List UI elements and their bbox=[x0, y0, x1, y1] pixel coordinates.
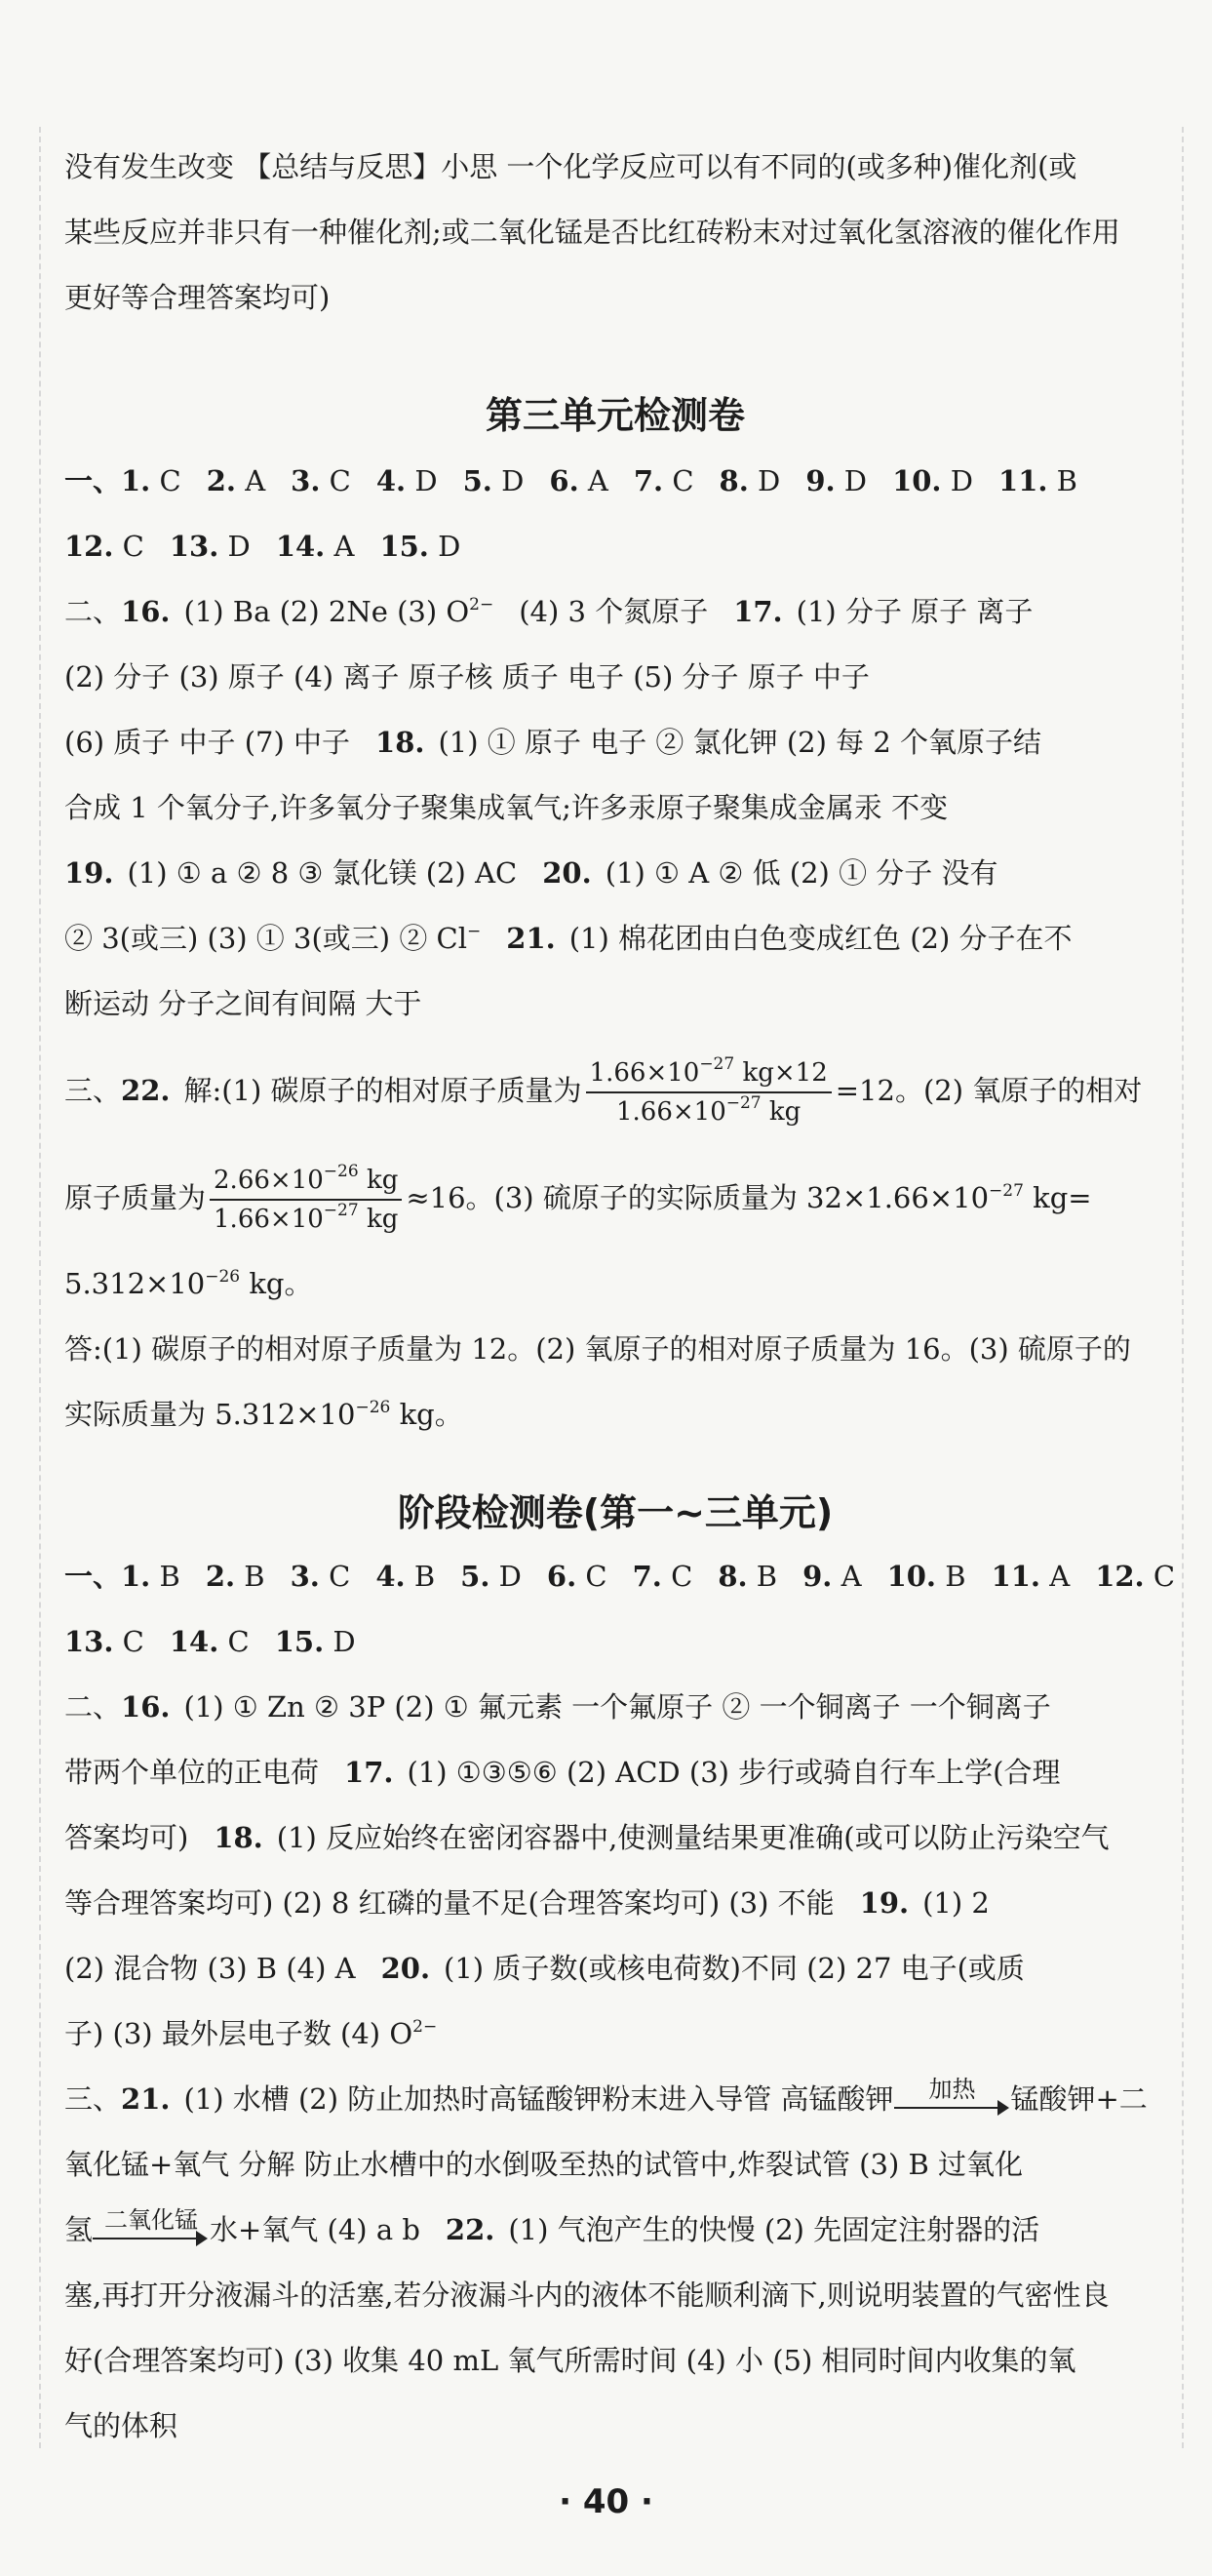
question-number: 4. bbox=[375, 1560, 406, 1593]
question-number: 20. bbox=[542, 856, 592, 890]
question-number: 9. bbox=[805, 464, 836, 497]
answer-text: ≈16。(3) 硫原子的实际质量为 32×1.66×10 bbox=[406, 1181, 990, 1214]
question-number: 17. bbox=[344, 1756, 394, 1789]
question-number: 12. bbox=[1095, 1560, 1145, 1593]
answer-text: (4) 3 个氮原子 bbox=[519, 595, 709, 628]
answer-text: (1) 2 bbox=[922, 1886, 990, 1920]
arrow-condition: 加热 bbox=[928, 2076, 976, 2103]
denominator-text: kg bbox=[366, 1205, 399, 1234]
superscript: −27 bbox=[323, 1201, 359, 1220]
choice-answer: D bbox=[428, 530, 461, 563]
answer-text: (1) 反应始终在密闭容器中,使测量结果更准确(或可以防止污染空气 bbox=[276, 1821, 1110, 1854]
question-number: 3. bbox=[291, 464, 321, 497]
answer-text: (1) 质子数(或核电荷数)不同 (2) 27 电子(或质 bbox=[444, 1952, 1025, 1985]
choice-answer: C bbox=[150, 464, 181, 497]
answer-text: (2) 混合物 (3) B (4) A bbox=[64, 1952, 356, 1985]
arrow-condition: 二氧化锰 bbox=[104, 2206, 199, 2234]
section-title-stage-test: 阶段检测卷(第一~三单元) bbox=[397, 1491, 834, 1534]
choice-answer: D bbox=[489, 1560, 522, 1593]
question-number: 13. bbox=[64, 1625, 114, 1658]
numerator-text: kg bbox=[366, 1166, 399, 1195]
mc-answers-row-1 bbox=[64, 449, 1166, 514]
fill-line-2 bbox=[64, 1740, 1166, 1805]
question-number: 5. bbox=[462, 464, 492, 497]
answer-text: (1) ①③⑤⑥ (2) ACD (3) 步行或骑自行车上学(合理 bbox=[407, 1756, 1061, 1789]
choice-answer: C bbox=[113, 1625, 144, 1658]
exp-line-5: 好(合理答案均可) (3) 收集 40 mL 氧气所需时间 (4) 小 (5) 相同时间内收集的氧 bbox=[64, 2344, 1076, 2377]
answer-text: (1) 气泡产生的快慢 (2) 先固定注射器的活 bbox=[508, 2213, 1040, 2246]
mc-answers-row-2 bbox=[64, 514, 1166, 579]
question-number: 一、1. bbox=[64, 464, 151, 497]
denominator-text: 1.66×10 bbox=[214, 1205, 324, 1234]
choice-answer: C bbox=[661, 1560, 693, 1593]
fill-line-4 bbox=[64, 1871, 1166, 1936]
question-number: 14. bbox=[275, 530, 326, 563]
fill-line-2: (2) 分子 (3) 原子 (4) 离子 原子核 质子 电子 (5) 分子 原子 中子 bbox=[64, 660, 870, 694]
numerator-text: 2.66×10 bbox=[214, 1166, 324, 1195]
question-number: 6. bbox=[549, 464, 579, 497]
fill-line-3 bbox=[64, 1805, 1166, 1871]
choice-answer: D bbox=[491, 464, 525, 497]
fill-line-1 bbox=[64, 579, 1166, 645]
fraction-oxygen bbox=[210, 1164, 402, 1236]
exp-line-6: 气的体积 bbox=[64, 2409, 178, 2442]
choice-answer: C bbox=[1144, 1560, 1176, 1593]
choice-answer: A bbox=[1040, 1560, 1071, 1593]
question-number: 14. bbox=[169, 1625, 219, 1658]
question-number: 8. bbox=[719, 464, 749, 497]
question-number: 4. bbox=[375, 464, 407, 497]
question-number: 9. bbox=[802, 1560, 833, 1593]
superscript: −27 bbox=[699, 1054, 735, 1074]
choice-answer: C bbox=[113, 530, 144, 563]
choice-answer: D bbox=[748, 464, 781, 497]
superscript: −26 bbox=[205, 1267, 241, 1287]
fill-line-7: 断运动 分子之间有间隔 大于 bbox=[64, 987, 422, 1020]
answer-text: 原子质量为 bbox=[64, 1181, 207, 1214]
answer-text: kg。 bbox=[249, 1267, 313, 1300]
calc-answer-line-1: 答:(1) 碳原子的相对原子质量为 12。(2) 氧原子的相对原子质量为 16。(3) 硫原子的 bbox=[64, 1332, 1131, 1366]
answer-text: 实际质量为 5.312×10 bbox=[64, 1398, 356, 1431]
question-number: 15. bbox=[274, 1625, 325, 1658]
choice-answer: D bbox=[835, 464, 868, 497]
choice-answer: A bbox=[832, 1560, 862, 1593]
answer-text: ② 3(或三) (3) ① 3(或三) ② Cl bbox=[64, 922, 468, 955]
exp-line-3 bbox=[64, 2198, 1166, 2263]
fill-line-6 bbox=[64, 2001, 1166, 2067]
choice-answer: A bbox=[325, 530, 355, 563]
question-number: 22. bbox=[121, 1074, 171, 1107]
answer-text: kg。 bbox=[399, 1398, 463, 1431]
question-number: 2. bbox=[205, 1560, 236, 1593]
answer-text: (6) 质子 中子 (7) 中子 bbox=[64, 726, 351, 759]
choice-answer: B bbox=[150, 1560, 180, 1593]
calc-line-3 bbox=[64, 1251, 1166, 1317]
fill-line-3 bbox=[64, 710, 1166, 775]
question-number: 2. bbox=[206, 464, 236, 497]
question-number: 3. bbox=[290, 1560, 320, 1593]
page-content bbox=[64, 135, 1176, 2459]
answer-text: (1) ① 原子 电子 ② 氯化钾 (2) 每 2 个氧原子结 bbox=[438, 726, 1042, 759]
question-number: 21. bbox=[506, 922, 556, 955]
fill-line-1 bbox=[64, 1675, 1166, 1740]
part-label: 三、 bbox=[64, 2082, 122, 2116]
question-number: 21. bbox=[121, 2082, 171, 2116]
question-number: 19. bbox=[859, 1886, 910, 1920]
choice-answer: B bbox=[1047, 464, 1077, 497]
question-number: 22. bbox=[445, 2213, 495, 2246]
question-number: 20. bbox=[380, 1952, 431, 1985]
answer-text: 解:(1) 碳原子的相对原子质量为 bbox=[183, 1074, 582, 1107]
answer-text: 答案均可) bbox=[64, 1821, 189, 1854]
part-label: 三、 bbox=[64, 1074, 122, 1107]
answer-text: (1) ① A ② 低 (2) ① 分子 没有 bbox=[605, 856, 998, 890]
question-number: 11. bbox=[998, 464, 1048, 497]
part-label: 二、 bbox=[64, 1690, 122, 1724]
choice-answer: C bbox=[320, 464, 351, 497]
calc-answer-line-2 bbox=[64, 1382, 1166, 1447]
question-number: 18. bbox=[375, 726, 425, 759]
superscript: −26 bbox=[355, 1398, 391, 1417]
fraction-carbon bbox=[586, 1056, 832, 1129]
superscript: −27 bbox=[989, 1181, 1024, 1201]
answer-text: 5.312×10 bbox=[64, 1267, 206, 1300]
reaction-arrow-catalyst bbox=[93, 2206, 210, 2251]
denominator-text: 1.66×10 bbox=[615, 1097, 726, 1127]
denominator-text: kg bbox=[768, 1097, 801, 1127]
answer-text: (1) 棉花团由白色变成红色 (2) 分子在不 bbox=[568, 922, 1073, 955]
fill-line-5 bbox=[64, 1936, 1166, 2001]
question-number: 19. bbox=[64, 856, 114, 890]
answer-text: 等合理答案均可) (2) 8 红磷的量不足(合理答案均可) (3) 不能 bbox=[64, 1886, 835, 1920]
answer-text: (1) Ba (2) 2Ne (3) O bbox=[183, 595, 470, 628]
fill-line-4: 合成 1 个氧分子,许多氧分子聚集成氧气;许多汞原子聚集成金属汞 不变 bbox=[64, 791, 949, 824]
part-label: 二、 bbox=[64, 595, 122, 628]
choice-answer: C bbox=[218, 1625, 250, 1658]
section-title-unit3-test: 第三单元检测卷 bbox=[485, 394, 745, 437]
superscript: − bbox=[467, 922, 482, 941]
answer-text: (1) ① a ② 8 ③ 氯化镁 (2) AC bbox=[127, 856, 518, 890]
question-number: 10. bbox=[892, 464, 942, 497]
choice-answer: B bbox=[405, 1560, 436, 1593]
answer-text: (1) 水槽 (2) 防止加热时高锰酸钾粉末进入导管 高锰酸钾 bbox=[183, 2082, 894, 2116]
choice-answer: C bbox=[663, 464, 694, 497]
question-number: 6. bbox=[546, 1560, 577, 1593]
mc-answers-row-2 bbox=[64, 1609, 1166, 1675]
exp-line-2: 氧化锰+氧气 分解 防止水槽中的水倒吸至热的试管中,炸裂试管 (3) B 过氧化 bbox=[64, 2148, 1023, 2181]
question-number: 12. bbox=[64, 530, 114, 563]
question-number: 10. bbox=[886, 1560, 937, 1593]
continued-line-3: 更好等合理答案均可) bbox=[64, 281, 331, 314]
question-number: 18. bbox=[214, 1821, 263, 1854]
fill-line-5 bbox=[64, 841, 1166, 906]
question-number: 一、1. bbox=[64, 1560, 151, 1593]
question-number: 5. bbox=[460, 1560, 490, 1593]
answer-text: kg= bbox=[1033, 1181, 1092, 1214]
right-dashed-border bbox=[1182, 127, 1184, 2448]
answer-text: 带两个单位的正电荷 bbox=[64, 1756, 320, 1789]
choice-answer: C bbox=[319, 1560, 351, 1593]
continued-line-2: 某些反应并非只有一种催化剂;或二氧化锰是否比红砖粉末对过氧化氢溶液的催化作用 bbox=[64, 216, 1120, 249]
numerator-text: 1.66×10 bbox=[589, 1058, 700, 1088]
left-dashed-border bbox=[39, 127, 41, 2448]
fill-line-6 bbox=[64, 906, 1166, 971]
numerator-text: kg×12 bbox=[742, 1058, 828, 1088]
continued-line-1: 没有发生改变 【总结与反思】小思 一个化学反应可以有不同的(或多种)催化剂(或 bbox=[64, 150, 1077, 183]
question-number: 7. bbox=[633, 464, 664, 497]
exp-line-4: 塞,再打开分液漏斗的活塞,若分液漏斗内的液体不能顺利滴下,则说明装置的气密性良 bbox=[64, 2279, 1110, 2312]
choice-answer: C bbox=[576, 1560, 607, 1593]
answer-text: 锰酸钾+二 bbox=[1010, 2082, 1148, 2116]
superscript: 2− bbox=[469, 595, 494, 614]
superscript: −27 bbox=[725, 1093, 762, 1113]
superscript: −26 bbox=[323, 1162, 359, 1181]
choice-answer: B bbox=[936, 1560, 966, 1593]
page-number: · 40 · bbox=[559, 2482, 653, 2521]
question-number: 13. bbox=[169, 530, 219, 563]
question-number: 11. bbox=[991, 1560, 1041, 1593]
question-number: 15. bbox=[379, 530, 429, 563]
answer-text: (1) 分子 原子 离子 bbox=[796, 595, 1034, 628]
question-number: 16. bbox=[121, 1690, 171, 1724]
choice-answer: B bbox=[235, 1560, 265, 1593]
question-number: 17. bbox=[733, 595, 783, 628]
exp-line-1 bbox=[64, 2067, 1166, 2132]
question-number: 7. bbox=[632, 1560, 662, 1593]
choice-answer: D bbox=[941, 464, 974, 497]
answer-text: 水+氧气 (4) a b bbox=[210, 2213, 420, 2246]
choice-answer: D bbox=[324, 1625, 356, 1658]
answer-text: 氢 bbox=[64, 2213, 94, 2246]
answer-text: (1) ① Zn ② 3P (2) ① 氟元素 一个氟原子 ② 一个铜离子 一个铜离子 bbox=[183, 1690, 1051, 1724]
choice-answer: A bbox=[578, 464, 608, 497]
calc-line-1 bbox=[64, 1037, 1166, 1144]
choice-answer: D bbox=[406, 464, 438, 497]
answer-text: 子) (3) 最外层电子数 (4) O bbox=[64, 2017, 413, 2050]
choice-answer: D bbox=[218, 530, 251, 563]
question-number: 16. bbox=[121, 595, 171, 628]
choice-answer: A bbox=[235, 464, 266, 497]
choice-answer: B bbox=[747, 1560, 778, 1593]
superscript: 2− bbox=[412, 2017, 438, 2037]
calc-line-2 bbox=[64, 1144, 1166, 1251]
reaction-arrow-heating bbox=[894, 2076, 1011, 2120]
question-number: 8. bbox=[718, 1560, 748, 1593]
mc-answers-row-1 bbox=[64, 1544, 1176, 1609]
answer-text: =12。(2) 氧原子的相对 bbox=[835, 1074, 1143, 1107]
